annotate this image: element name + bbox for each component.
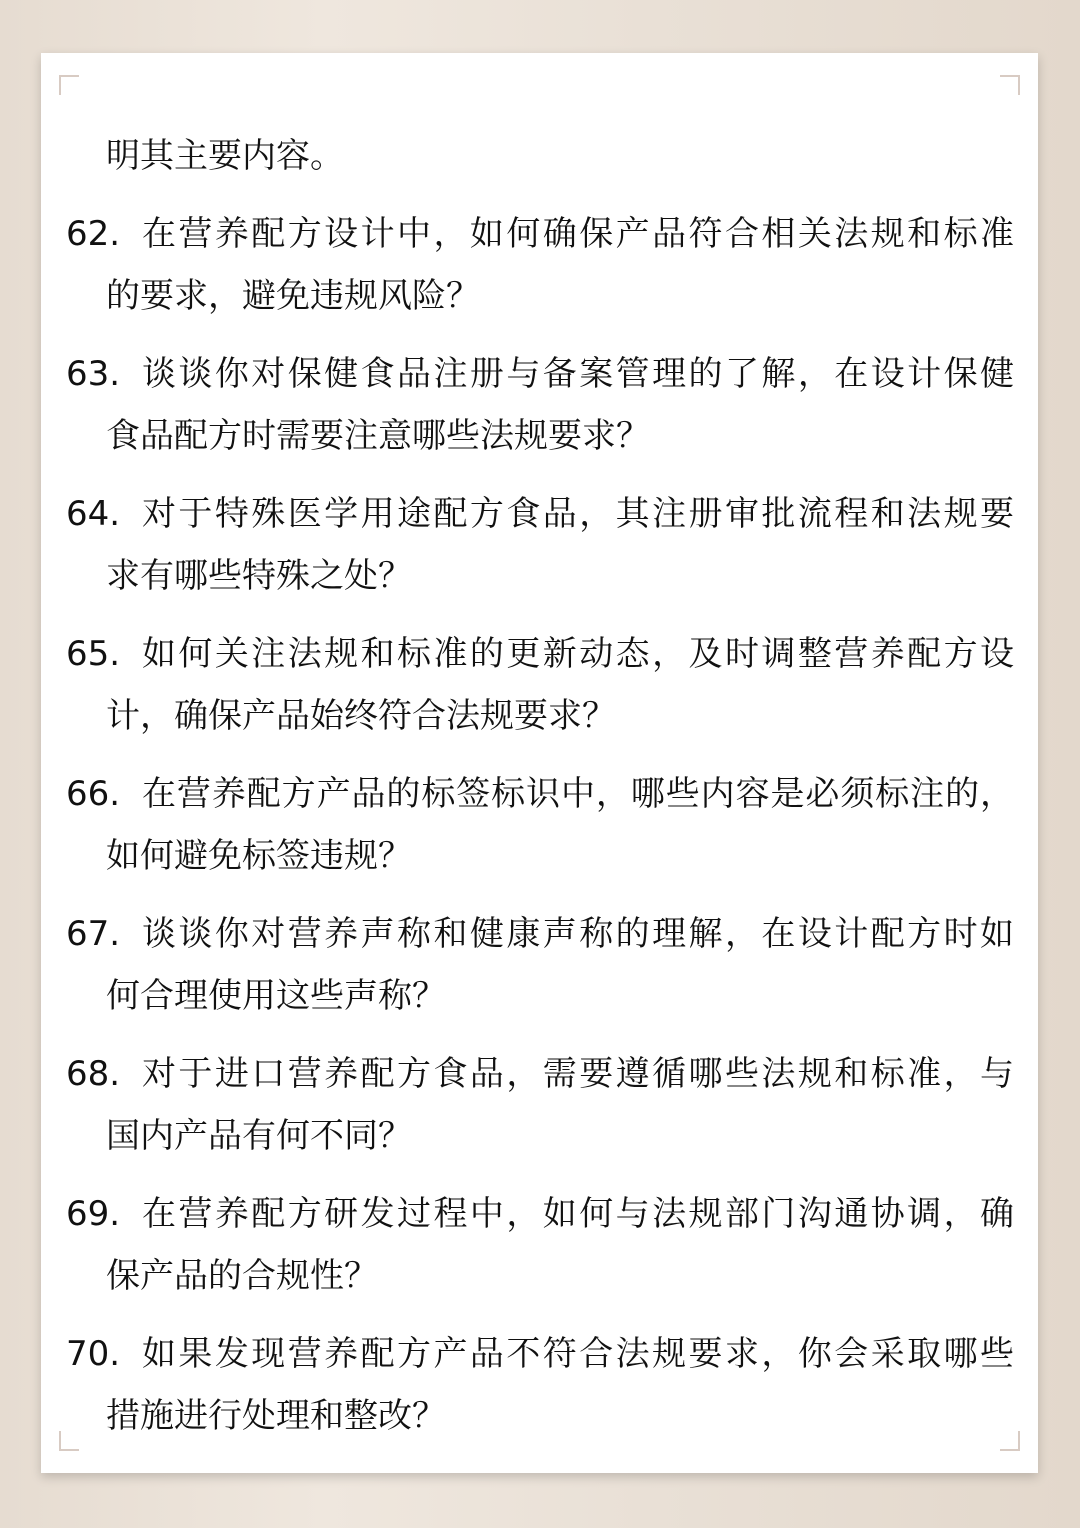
question-text: 措施进行处理和整改？ [106, 1396, 446, 1436]
question-line [41, 1385, 1038, 1447]
question-item [41, 1043, 1038, 1167]
question-text: 如何关注法规和标准的更新动态，及时调整营养配方设 [142, 634, 1014, 674]
corner-mark [59, 75, 79, 95]
question-line [41, 1183, 1038, 1245]
question-text: 如何避免标签违规？ [106, 836, 412, 876]
question-number: 68. [66, 1054, 121, 1094]
question-text: 求有哪些特殊之处？ [106, 556, 412, 596]
corner-mark [1000, 75, 1020, 95]
question-line [41, 763, 1038, 825]
question-line [41, 343, 1038, 405]
question-number: 70. [66, 1334, 121, 1374]
question-text: 在营养配方研发过程中，如何与法规部门沟通协调，确 [142, 1194, 1014, 1234]
question-item [41, 1183, 1038, 1307]
question-text: 计，确保产品始终符合法规要求？ [106, 696, 616, 736]
question-line [41, 1323, 1038, 1385]
question-number: 63. [66, 354, 121, 394]
question-text: 何合理使用这些声称？ [106, 976, 446, 1016]
document-card [41, 53, 1038, 1473]
question-number: 67. [66, 914, 121, 954]
question-item [41, 1323, 1038, 1447]
question-line [41, 265, 1038, 327]
question-text: 在营养配方产品的标签标识中，哪些内容是必须标注的， [142, 774, 1014, 814]
question-item [41, 903, 1038, 1027]
question-list [41, 125, 1038, 1447]
question-number: 64. [66, 494, 121, 534]
intro-continuation: 明其主要内容。 [106, 136, 344, 176]
question-text: 食品配方时需要注意哪些法规要求？ [106, 416, 650, 456]
question-text: 对于进口营养配方食品，需要遵循哪些法规和标准，与 [142, 1054, 1014, 1094]
question-item [41, 623, 1038, 747]
question-item [41, 483, 1038, 607]
question-item [41, 343, 1038, 467]
question-text: 谈谈你对营养声称和健康声称的理解，在设计配方时如 [142, 914, 1014, 954]
question-text: 在营养配方设计中，如何确保产品符合相关法规和标准 [142, 214, 1014, 254]
question-item [41, 763, 1038, 887]
question-line [41, 1245, 1038, 1307]
question-line [41, 825, 1038, 887]
question-text: 的要求，避免违规风险？ [106, 276, 480, 316]
question-number: 66. [66, 774, 121, 814]
question-item [41, 203, 1038, 327]
question-line [41, 1043, 1038, 1105]
question-line [41, 483, 1038, 545]
question-line [41, 685, 1038, 747]
question-line [41, 545, 1038, 607]
question-text: 保产品的合规性？ [106, 1256, 378, 1296]
question-text: 国内产品有何不同？ [106, 1116, 412, 1156]
question-number: 62. [66, 214, 121, 254]
question-number: 65. [66, 634, 121, 674]
question-number: 69. [66, 1194, 121, 1234]
question-line [41, 405, 1038, 467]
question-text: 谈谈你对保健食品注册与备案管理的了解，在设计保健 [142, 354, 1014, 394]
question-line [41, 203, 1038, 265]
question-line [41, 623, 1038, 685]
question-line [41, 965, 1038, 1027]
question-text: 对于特殊医学用途配方食品，其注册审批流程和法规要 [142, 494, 1014, 534]
question-text: 如果发现营养配方产品不符合法规要求，你会采取哪些 [142, 1334, 1014, 1374]
question-line [41, 903, 1038, 965]
question-line [41, 1105, 1038, 1167]
